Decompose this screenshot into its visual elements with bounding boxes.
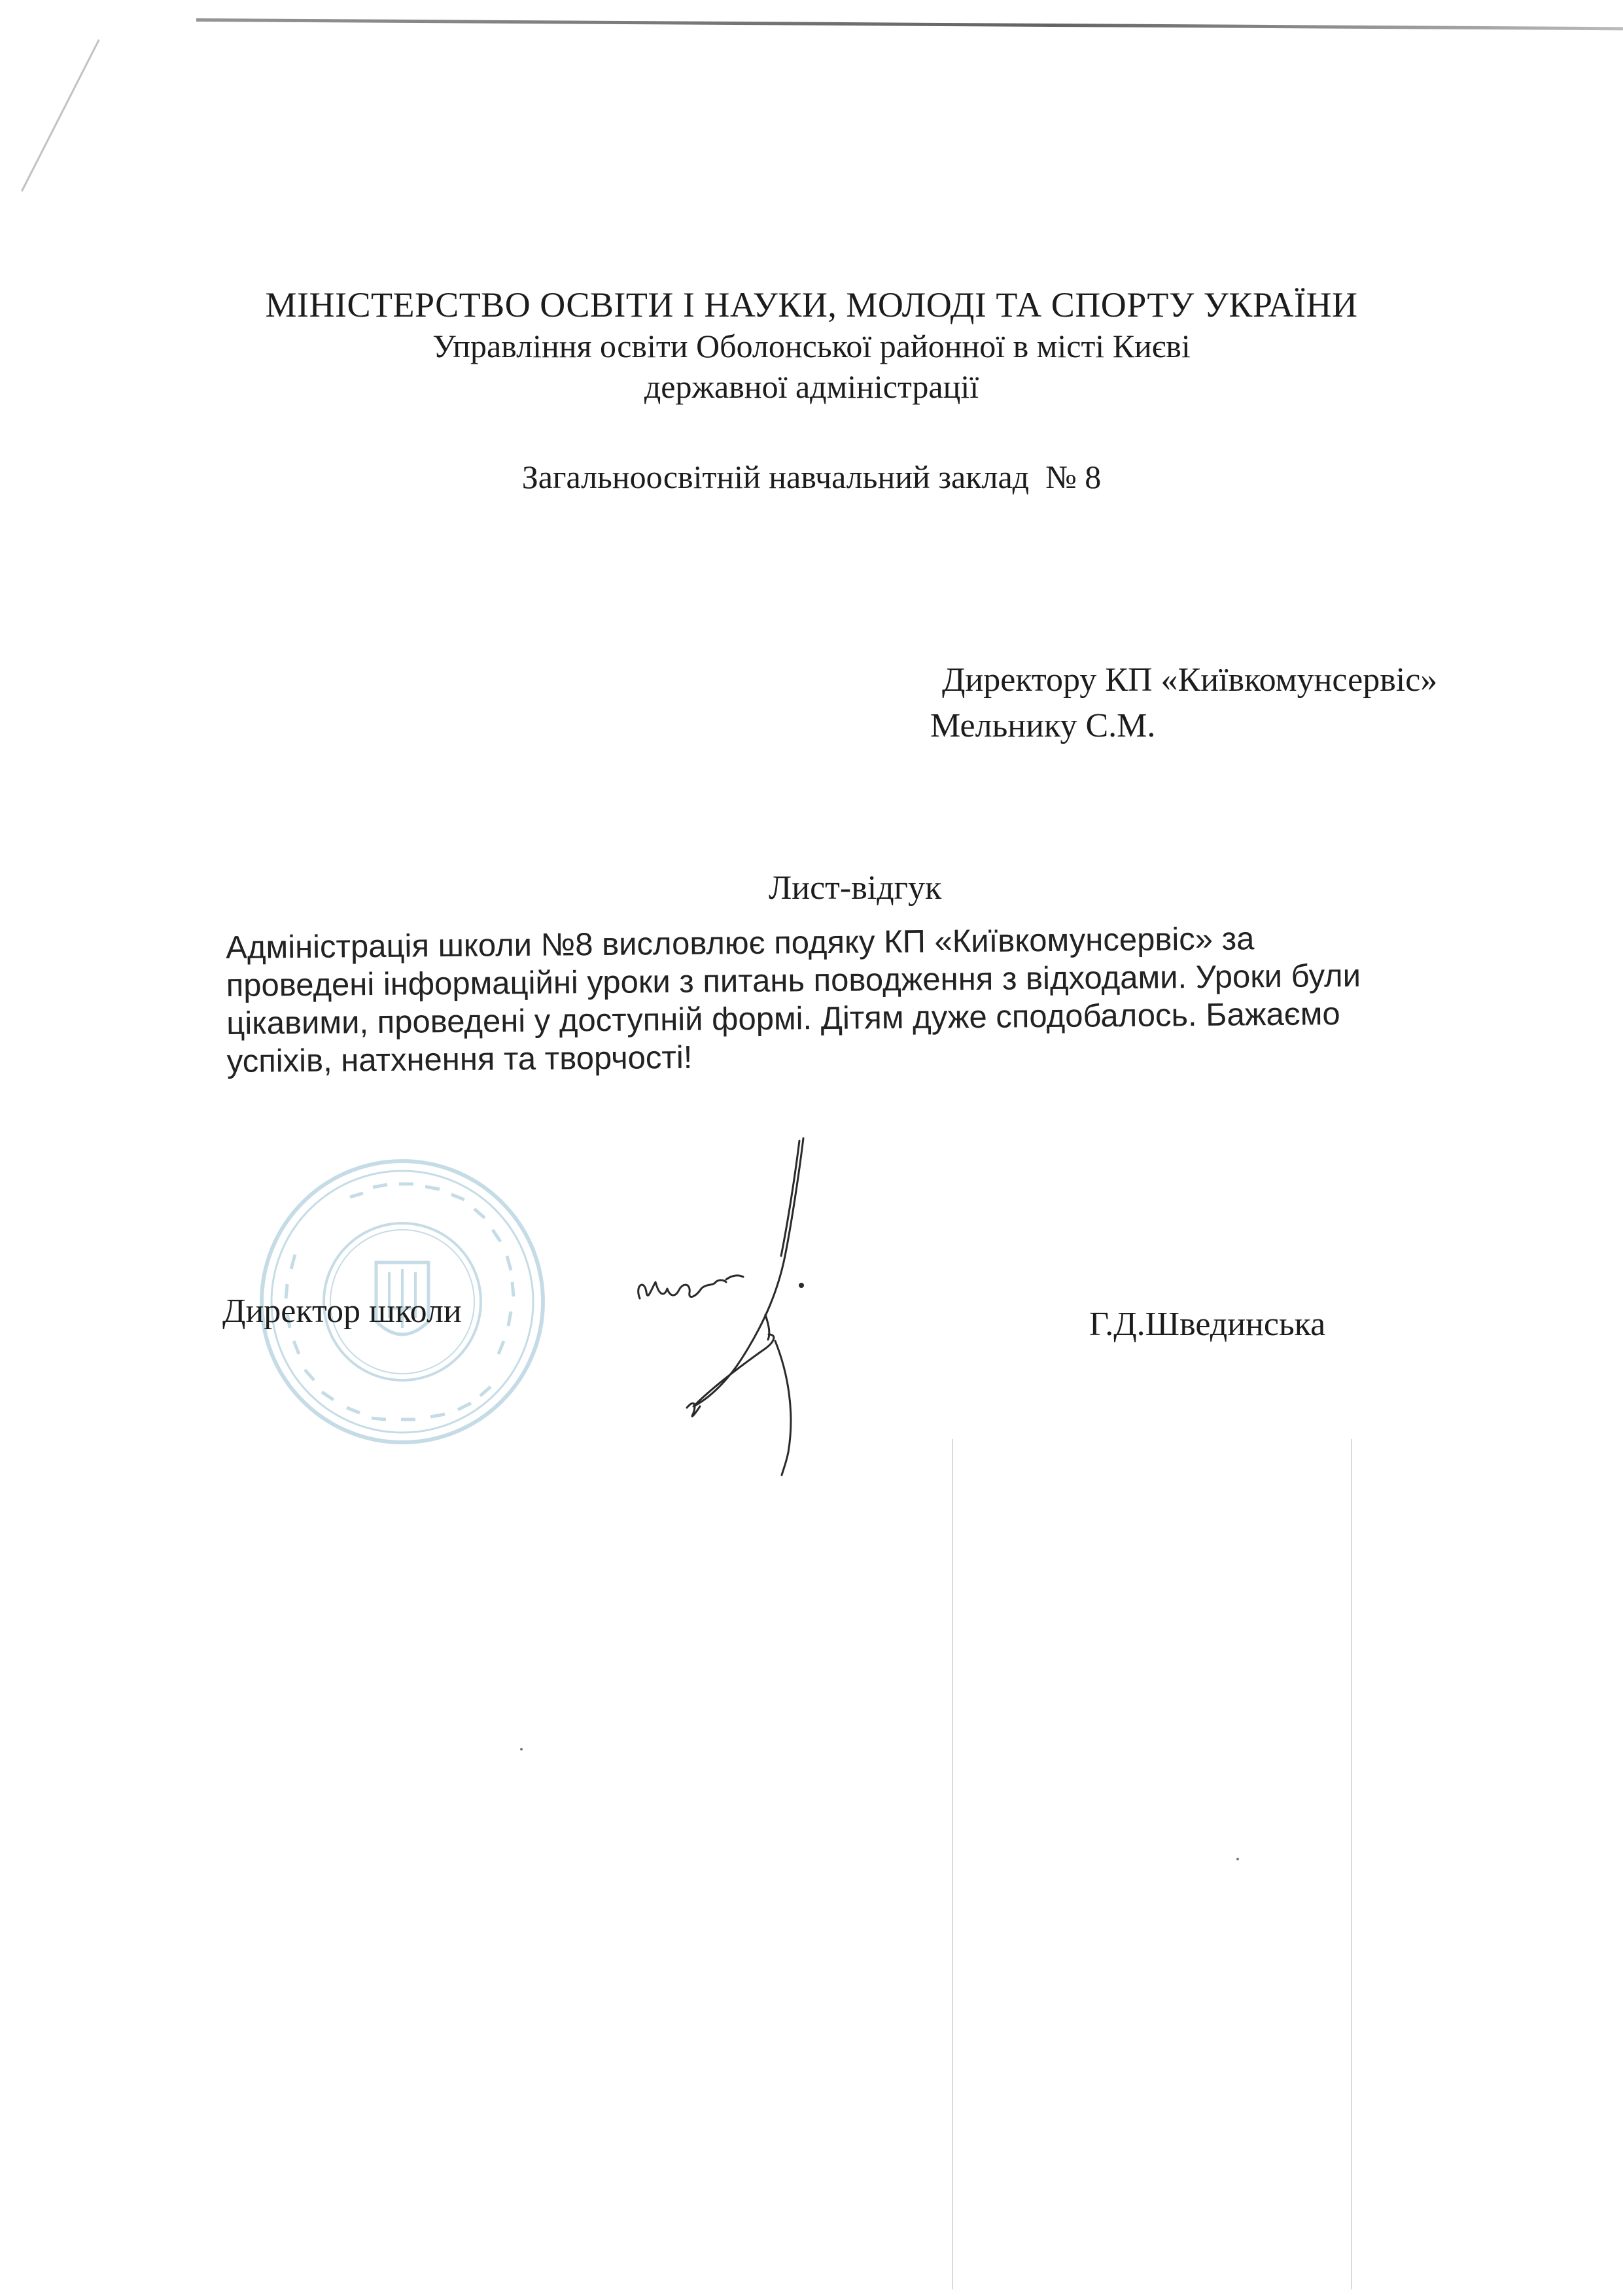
signature-position-title: Директор школи <box>222 1293 462 1330</box>
scan-edge-top <box>196 18 1623 30</box>
scan-artifact-line <box>1351 1439 1352 2289</box>
school-name: Загальноосвітній навчальний заклад № 8 <box>521 459 1102 495</box>
letter-title: Лист-відгук <box>769 869 942 907</box>
letter-body-line: Адміністрація школи №8 висловлює подяку КП «Київкомунсервіс» за <box>226 921 1255 965</box>
handwritten-signature <box>628 1125 824 1478</box>
scan-edge-left <box>21 39 100 192</box>
signer-name: Г.Д.Швединська <box>1089 1306 1326 1343</box>
ministry-title: МІНІСТЕРСТВО ОСВІТИ І НАУКИ, МОЛОДІ ТА СПОРТУ УКРАЇНИ <box>265 285 1358 324</box>
department-line-2: державної адміністрації <box>644 368 979 405</box>
letter-body-line: проведені інформаційні уроки з питань поводження з відходами. Уроки були <box>226 958 1361 1003</box>
addressee-block <box>930 657 1438 749</box>
letter-body <box>226 918 1509 1081</box>
addressee-position: Директору КП «Київкомунсервіс» <box>942 661 1438 699</box>
department-line-1: Управління освіти Оболонської районної в місті Києві <box>432 328 1191 364</box>
scan-speck <box>1236 1858 1239 1860</box>
scan-artifact-line <box>952 1439 953 2289</box>
addressee-name: Мельнику С.М. <box>930 707 1156 744</box>
letter-body-line: успіхів, натхнення та творчості! <box>226 1039 693 1079</box>
letter-body-line: цікавими, проведені у доступній формі. Дітям дуже сподобалось. Бажаємо <box>226 996 1340 1041</box>
scan-speck <box>520 1748 523 1750</box>
